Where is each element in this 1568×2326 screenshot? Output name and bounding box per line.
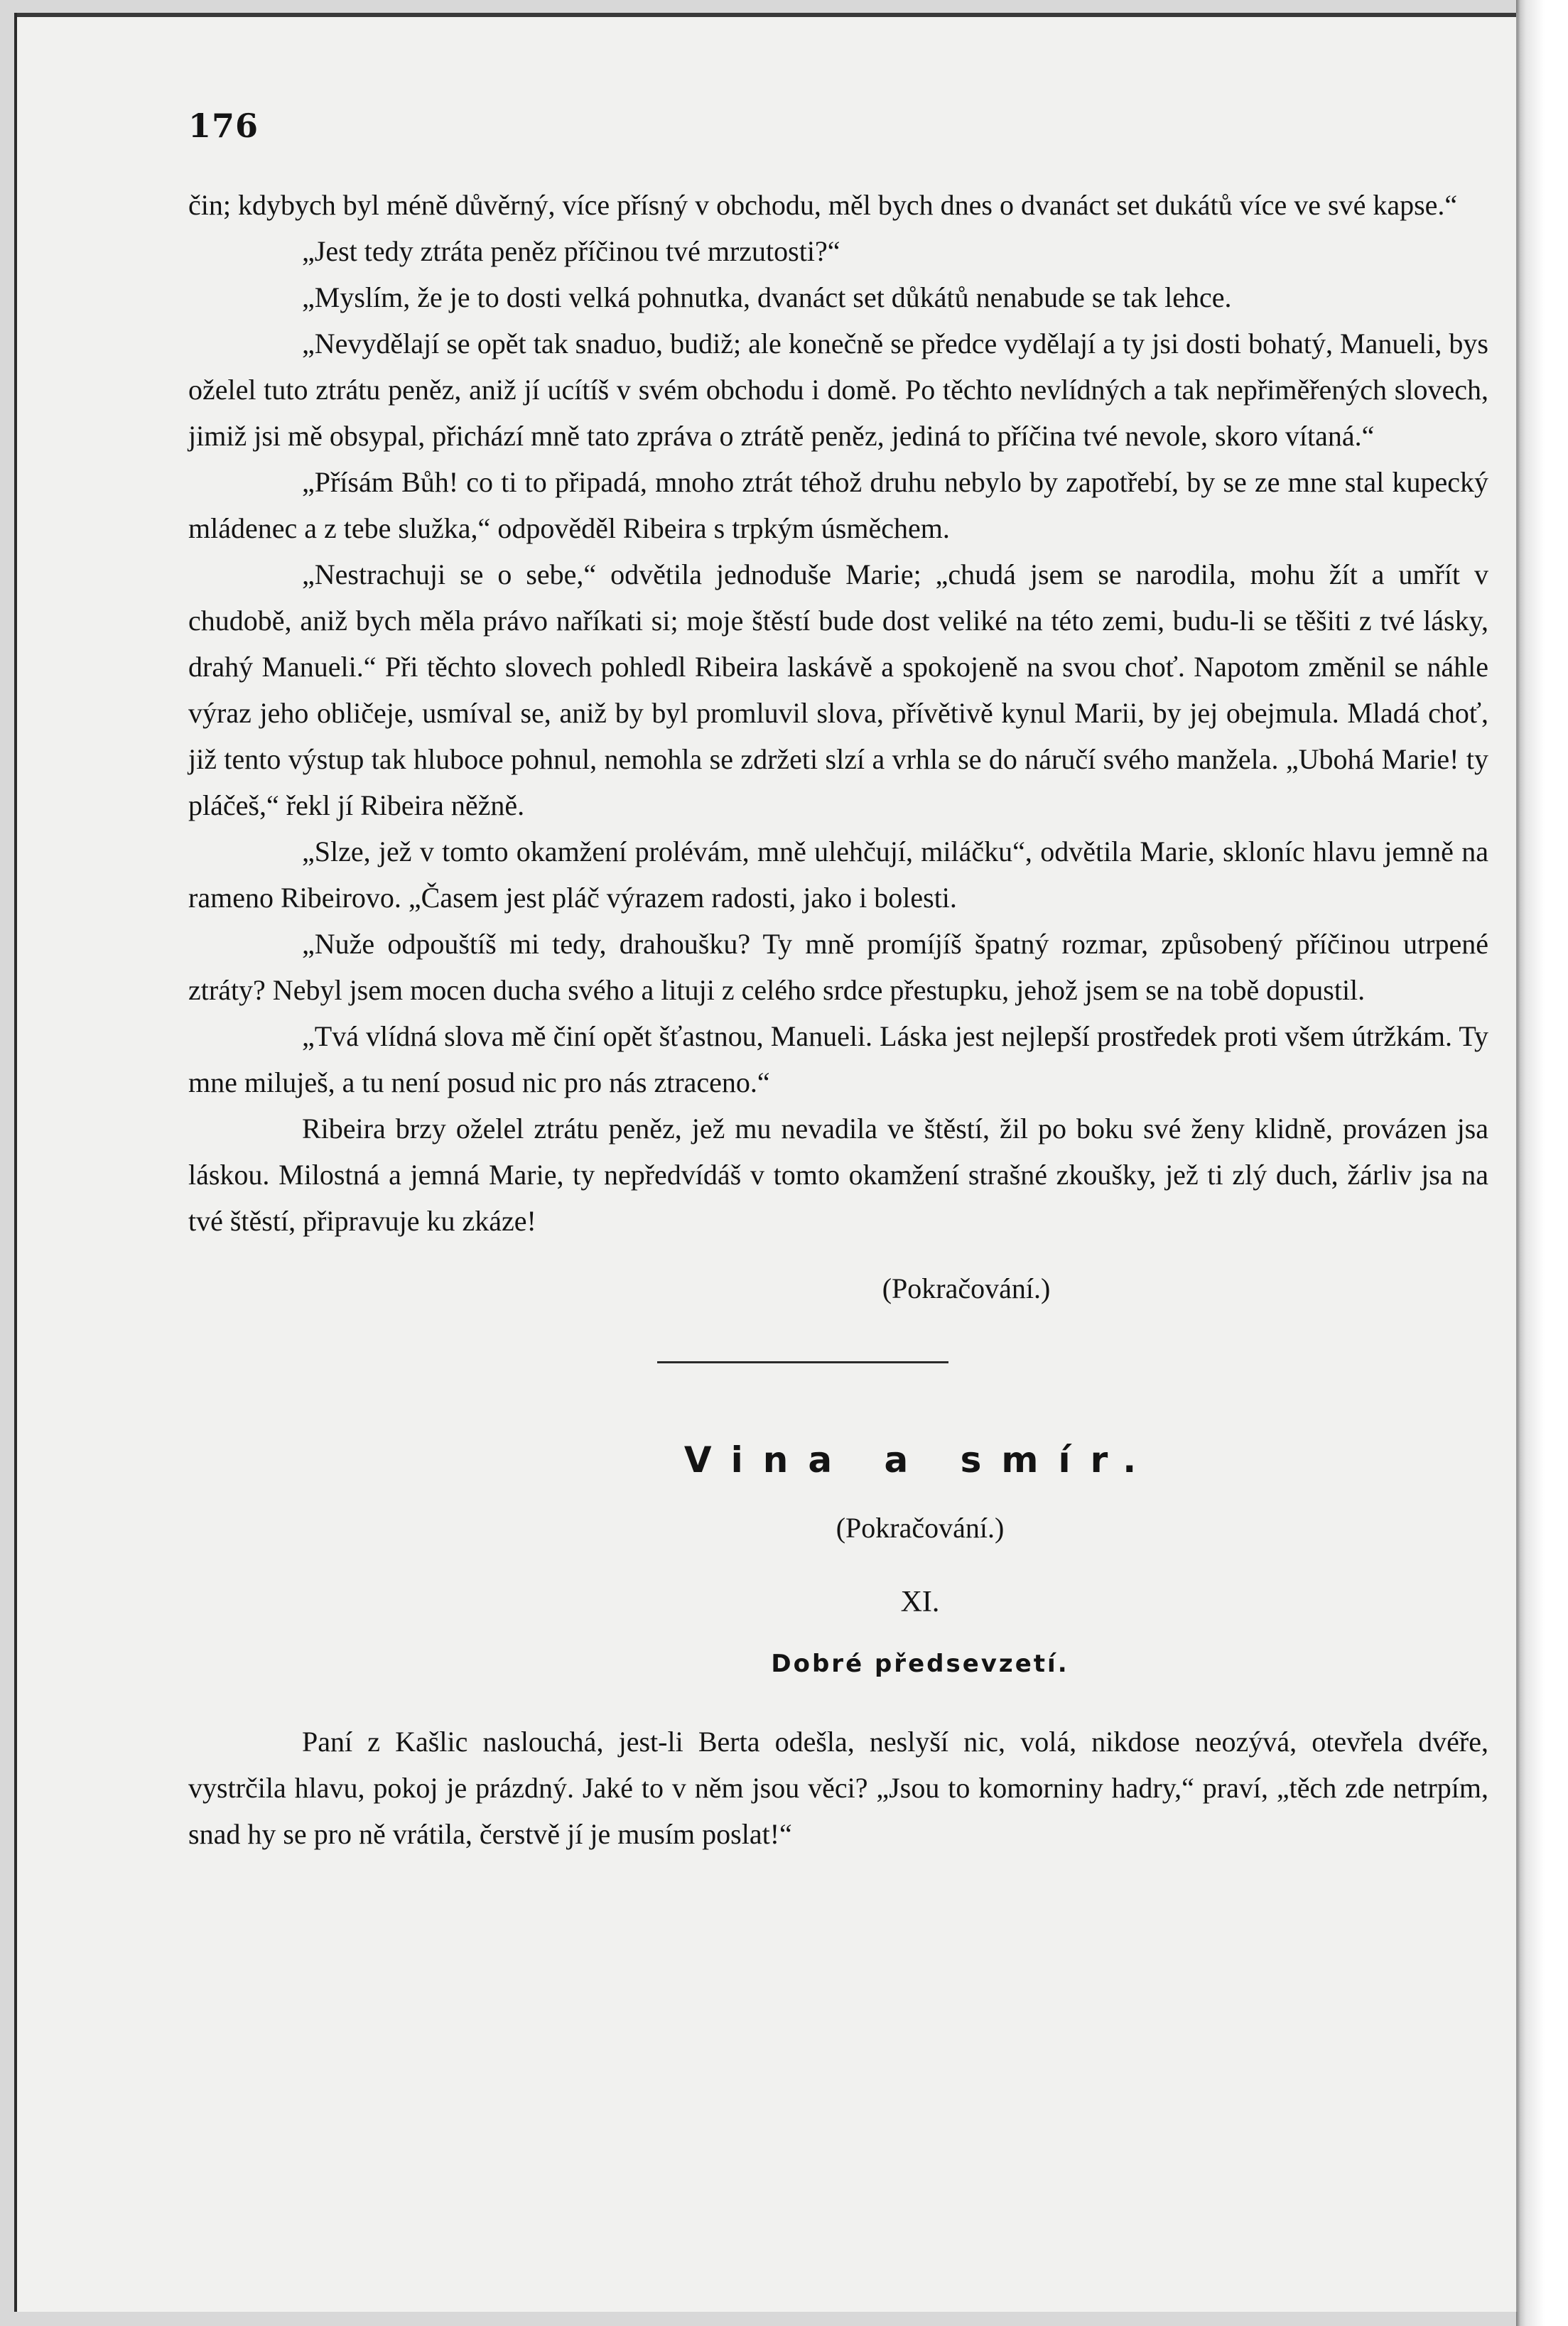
main-text xyxy=(188,182,1488,1857)
story-continued-label: (Pokračování.) xyxy=(836,1512,1005,1544)
page-number: 176 xyxy=(188,107,259,145)
top-rule xyxy=(17,13,1516,17)
paragraph: „Myslím, že je to dosti velká pohnutka, dvanáct set důkátů nenabude se tak lehce. xyxy=(302,281,1232,313)
paragraph: „Nestrachuji se o sebe,“ odvětila jednoduše Marie; „chudá jsem se narodila, mohu žít a umřít v chudobě, aniž bych měla právo naříkati si; moje štěstí bude dost veliké na této zemi, budu-li se těšiti z tvé lásky, drahý Manueli.“ Při těchto slovech pohledl Ribeira laskávě a spokojeně na svou choť. Napotom změnil se náhle výraz jeho obličeje, usmíval se, aniž by byl promluvil slova, přívětivě kynul Marii, by jej obejmula. Mladá choť, již tento výstup tak hluboce pohnul, nemohla se zdržeti slzí a vrhla se do náručí svého manžela. „Ubohá Marie! ty pláčeš,“ řekl jí Ribeira něžně. xyxy=(188,558,1488,821)
paragraph: „Slze, jež v tomto okamžení prolévám, mně ulehčují, miláčku“, odvětila Marie, skloníc hlavu jemně na rameno Ribeirovo. „Časem jest pláč výrazem radosti, jako i bolesti. xyxy=(188,835,1488,914)
paragraph: Ribeira brzy oželel ztrátu peněz, jež mu nevadila ve štěstí, žil po boku své ženy klidně, provázen jsa láskou. Milostná a jemná Marie, ty nepředvídáš v tomto okamžení strašné zkoušky, jež ti zlý duch, žárliv jsa na tvé štěstí, připravuje ku zkáze! xyxy=(188,1113,1488,1237)
page-edge xyxy=(1516,0,1568,2326)
paragraph: „Nevydělají se opět tak snaduo, budiž; ale konečně se předce vydělají a ty jsi dosti bohatý, Manueli, bys oželel tuto ztrátu peněz, aniž jí ucítíš v svém obchodu i domě. Po těchto nevlídných a tak nepřiměřených slovech, jimiž jsi mě obsypal, přichází mně tato zpráva o ztrátě peněz, jediná to příčina tvé nevole, skoro vítaná.“ xyxy=(188,328,1488,452)
story-title: Vina a smír. xyxy=(683,1439,1157,1481)
chapter-number: XI. xyxy=(900,1586,940,1618)
continued-label: (Pokračování.) xyxy=(882,1272,1051,1304)
paragraph: „Jest tedy ztráta peněz příčinou tvé mrzutosti?“ xyxy=(302,235,840,267)
paragraph: čin; kdybych byl méně důvěrný, více přísný v obchodu, měl bych dnes o dvanáct set dukátů více ve své kapse.“ xyxy=(188,189,1458,221)
paragraph: „Přísám Bůh! co ti to připadá, mnoho ztrát téhož druhu nebylo by zapotřebí, by se ze mne stal kupecký mládenec a z tebe služka,“ odpověděl Ribeira s trpkým úsměchem. xyxy=(188,466,1488,544)
chapter-title: Dobré předsevzetí. xyxy=(771,1650,1069,1678)
paragraph: Paní z Kašlic naslouchá, jest-li Berta odešla, neslyší nic, volá, nikdose neozývá, otevřela dvéře, vystrčila hlavu, pokoj je prázdný. Jaké to v něm jsou věci? „Jsou to komorniny hadry,“ praví, „těch zde netrpím, snad hy se pro ně vrátila, čerstvě jí je musím poslat!“ xyxy=(188,1726,1488,1850)
section-separator xyxy=(657,1361,948,1363)
paragraph: „Tvá vlídná slova mě činí opět šťastnou, Manueli. Láska jest nejlepší prostředek proti všem útržkám. Ty mne miluješ, a tu není posud nic pro nás ztraceno.“ xyxy=(188,1020,1488,1098)
paragraph: „Nuže odpouštíš mi tedy, drahoušku? Ty mně promíjíš špatný rozmar, způsobený příčinou utrpené ztráty? Nebyl jsem mocen ducha svého a lituji z celého srdce přestupku, jehož jsem se na tobě dopustil. xyxy=(188,928,1488,1006)
